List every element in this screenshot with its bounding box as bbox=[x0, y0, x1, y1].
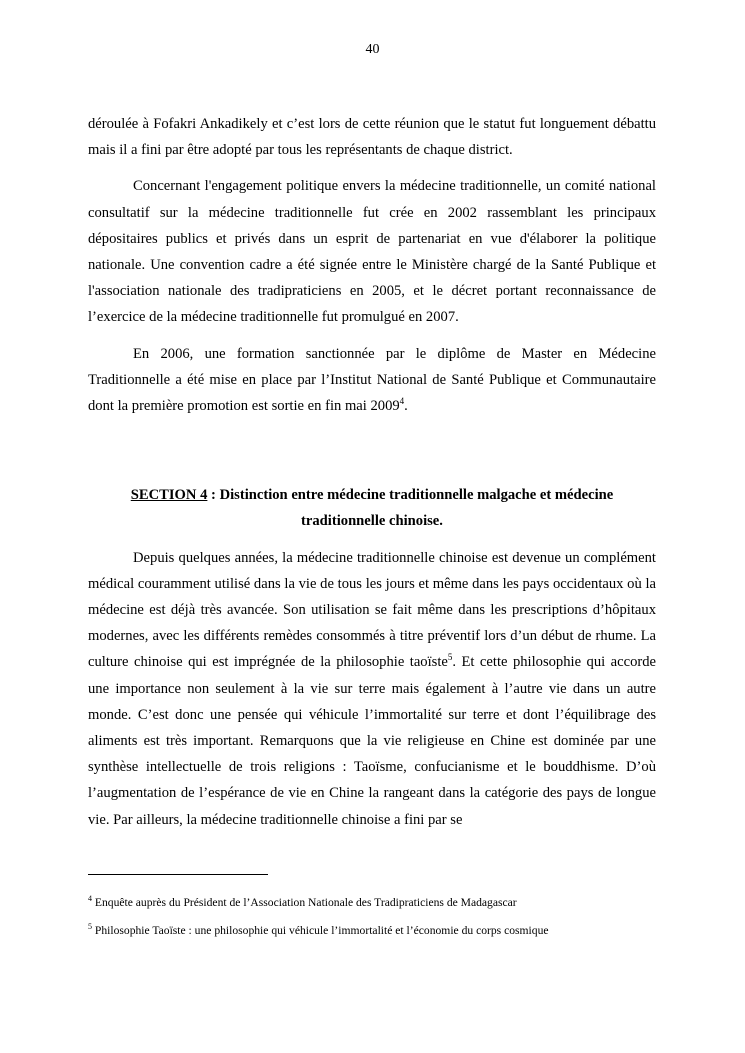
paragraph-continuation: déroulée à Fofakri Ankadikely et c’est lors de cette réunion que le statut fut longuement débattu mais il a fini par être adopté par tous les représentants de chaque district. bbox=[88, 116, 656, 159]
section-heading bbox=[88, 482, 656, 534]
footnote-4 bbox=[88, 895, 656, 910]
paragraph-master-training-end: . bbox=[404, 398, 408, 415]
footnote-ref-4[interactable]: 4 bbox=[399, 396, 405, 407]
paragraph-political-engagement: Concernant l'engagement politique envers la médecine traditionnelle, un comité national consultatif sur la médecine traditionnelle fut crée en 2002 rassemblant les principaux dépositaires publics et privés dans un esprit de partenariat en vue d'élaborer la politique nationale. Une convention cadre a été signée entre le Ministère chargé de la Santé Publique et l'association nationale des tradipraticiens en 2005, et le décret portant reconnaissance de l’exercice de la médecine traditionnelle fut promulgué en 2007. bbox=[88, 178, 656, 326]
section-separator: : bbox=[207, 487, 220, 504]
footnote-5 bbox=[88, 923, 656, 938]
footnotes bbox=[88, 895, 656, 938]
paragraph-chinese-medicine-continued: . Et cette philosophie qui accorde une importance non seulement à la vie sur terre mais également à l’autre vie dans un autre monde. C’est donc une pensée qui véhicule l’immortalité sur terre et dont l’équilibrage des aliments est très important. Remarquons que la vie religieuse en Chine est dominée par une synthèse intellectuelle de trois religions : Taoïsme, confucianisme et le bouddhisme. D’où l’augmentation de l’espérance de vie en Chine la rangeant dans la catégorie des pays de longue vie. Par ailleurs, la médecine traditionnelle chinoise a fini par se bbox=[88, 654, 657, 828]
paragraph-chinese-medicine-text: Depuis quelques années, la médecine traditionnelle chinoise est devenue un complément médical couramment utilisé dans la vie de tous les jours et même dans les pays occidentaux où la médecine est déjà très avancée. Son utilisation se fait même dans les prescriptions d’hôpitaux modernes, avec les différents remèdes consommés à titre préventif lors d’un début de rhume. La culture chinoise qui est imprégnée de la philosophie taoïste bbox=[88, 549, 656, 671]
page-number: 40 bbox=[365, 42, 380, 57]
section-title: Distinction entre médecine traditionnelle malgache et médecine traditionnelle chinoise. bbox=[219, 487, 614, 530]
footnote-text: Enquête auprès du Président de l’Association Nationale des Tradipraticiens de Madagascar bbox=[94, 896, 517, 909]
footnote-separator bbox=[88, 874, 268, 875]
footnote-ref-5[interactable]: 5 bbox=[447, 652, 453, 663]
paragraph-chinese-medicine bbox=[88, 545, 656, 833]
footnote-number: 4 bbox=[88, 894, 92, 904]
footnote-number: 5 bbox=[88, 922, 92, 932]
section-label: SECTION 4 bbox=[130, 487, 208, 504]
paragraph-master-training bbox=[88, 341, 656, 420]
page-body bbox=[88, 111, 656, 833]
paragraph-master-training-text: En 2006, une formation sanctionnée par le diplôme de Master en Médecine Traditionnelle a été mise en place par l’Institut National de Santé Publique et Communautaire dont la première promotion est sortie en fin mai 2009 bbox=[88, 345, 656, 415]
footnote-text: Philosophie Taoïste : une philosophie qui véhicule l’immortalité et l’économie du corps cosmique bbox=[94, 924, 549, 937]
